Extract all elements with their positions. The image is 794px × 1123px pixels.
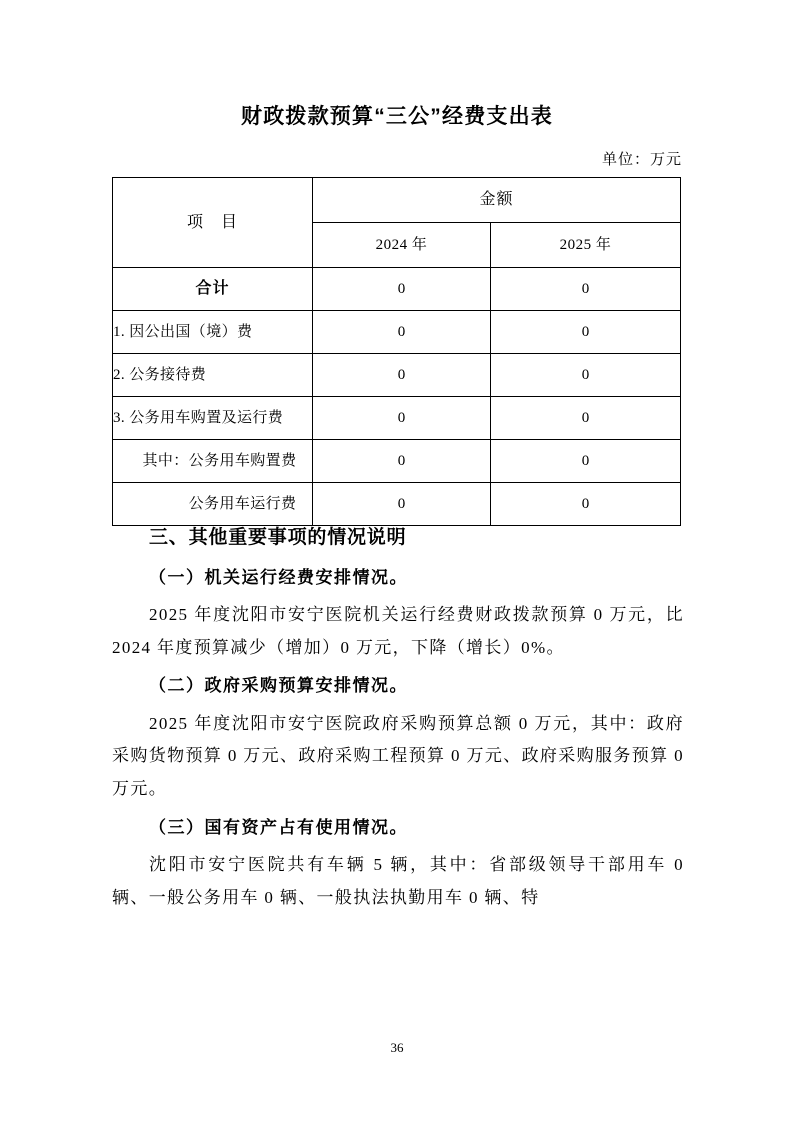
row-value-2024: 0 <box>313 268 491 311</box>
row-label: 公务用车运行费 <box>113 483 313 526</box>
subsection-paragraph-1: 2025 年度沈阳市安宁医院机关运行经费财政拨款预算 0 万元，比 2024 年度预算减少（增加）0 万元，下降（增长）0%。 <box>112 605 684 657</box>
table-row <box>113 354 681 397</box>
table-row <box>113 483 681 526</box>
row-value-2025: 0 <box>491 397 681 440</box>
table-body <box>113 268 681 526</box>
subsection-heading-1: （一）机关运行经费安排情况。 <box>149 567 408 587</box>
subsection-paragraph-2: 2025 年度沈阳市安宁医院政府采购预算总额 0 万元，其中：政府采购货物预算 0 万元、政府采购工程预算 0 万元、政府采购服务预算 0 万元。 <box>112 713 684 799</box>
page-number: 36 <box>390 1040 404 1055</box>
row-label: 1. 因公出国（境）费 <box>113 311 313 354</box>
page-title: 财政拨款预算“三公”经费支出表 <box>241 105 553 128</box>
table-row <box>113 268 681 311</box>
row-value-2025: 0 <box>491 268 681 311</box>
section-heading-3: 三、其他重要事项的情况说明 <box>149 527 407 548</box>
table-row <box>113 397 681 440</box>
budget-expenditure-table <box>112 177 681 526</box>
row-value-2024: 0 <box>313 440 491 483</box>
table-row <box>113 440 681 483</box>
subsection-heading-2: （二）政府采购预算安排情况。 <box>149 676 408 696</box>
row-value-2024: 0 <box>313 354 491 397</box>
unit-note: 单位：万元 <box>601 152 682 168</box>
row-value-2024: 0 <box>313 483 491 526</box>
row-value-2025: 0 <box>491 483 681 526</box>
row-label: 2. 公务接待费 <box>113 354 313 397</box>
table-row <box>113 311 681 354</box>
table-header-amount: 金额 <box>313 178 681 223</box>
table-header <box>113 178 681 268</box>
row-label: 其中：公务用车购置费 <box>113 440 313 483</box>
row-value-2024: 0 <box>313 397 491 440</box>
table-header-year-2025: 2025 年 <box>491 223 681 268</box>
subsection-heading-3: （三）国有资产占有使用情况。 <box>149 817 408 837</box>
subsection-paragraph-3: 沈阳市安宁医院共有车辆 5 辆，其中：省部级领导干部用车 0 辆、一般公务用车 0 辆、一般执法执勤用车 0 辆、特 <box>112 855 684 907</box>
row-label: 3. 公务用车购置及运行费 <box>113 397 313 440</box>
row-value-2025: 0 <box>491 311 681 354</box>
row-value-2024: 0 <box>313 311 491 354</box>
table-header-item: 项 目 <box>113 178 313 268</box>
row-label: 合计 <box>113 268 313 311</box>
row-value-2025: 0 <box>491 354 681 397</box>
table-header-year-2024: 2024 年 <box>313 223 491 268</box>
row-value-2025: 0 <box>491 440 681 483</box>
body-content <box>112 524 684 914</box>
